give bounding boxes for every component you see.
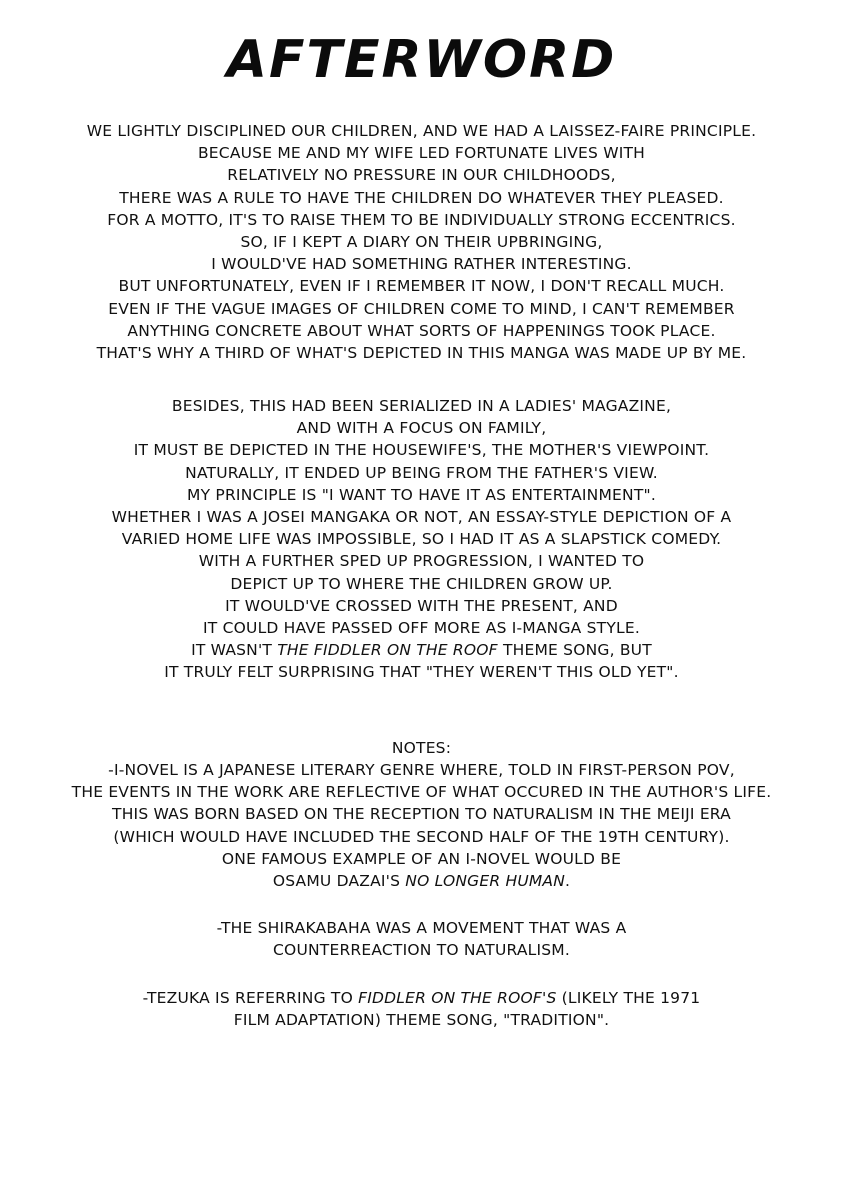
text-fragment: . <box>565 872 571 891</box>
text-line: SO, IF I KEPT A DIARY ON THEIR UPBRINGING, <box>240 233 603 252</box>
text-line: IT TRULY FELT SURPRISING THAT "THEY WEREN'T THIS OLD YET". <box>164 663 679 682</box>
note-2 <box>0 917 843 961</box>
text-line: IT MUST BE DEPICTED IN THE HOUSEWIFE'S, THE MOTHER'S VIEWPOINT. <box>133 441 710 460</box>
paragraph-1 <box>0 120 843 364</box>
text-line: THAT'S WHY A THIRD OF WHAT'S DEPICTED IN THIS MANGA WAS MADE UP BY ME. <box>96 344 747 363</box>
text-line: DEPICT UP TO WHERE THE CHILDREN GROW UP. <box>230 574 613 593</box>
text-line: FILM ADAPTATION) THEME SONG, "TRADITION". <box>233 1011 610 1030</box>
notes-heading-text: NOTES: <box>391 739 452 757</box>
text-fragment: THEME SONG, BUT <box>497 641 652 660</box>
text-line: BESIDES, THIS HAD BEEN SERIALIZED IN A LADIES' MAGAZINE, <box>171 397 672 415</box>
text-fragment: -TEZUKA IS REFERRING TO <box>142 989 359 1007</box>
text-fragment: OSAMU DAZAI'S <box>272 872 406 891</box>
text-fragment: IT WASN'T <box>191 641 278 660</box>
text-line: COUNTERREACTION TO NATURALISM. <box>273 941 570 960</box>
text-line: AND WITH A FOCUS ON FAMILY, <box>296 419 547 438</box>
text-line: IT COULD HAVE PASSED OFF MORE AS I-MANGA STYLE. <box>203 619 640 638</box>
text-line-with-title <box>0 870 843 892</box>
text-line: THERE WAS A RULE TO HAVE THE CHILDREN DO WHATEVER THEY PLEASED. <box>119 188 724 207</box>
text-line: THE EVENTS IN THE WORK ARE REFLECTIVE OF WHAT OCCURED IN THE AUTHOR'S LIFE. <box>71 783 772 802</box>
text-line: WHETHER I WAS A JOSEI MANGAKA OR NOT, AN ESSAY-STYLE DEPICTION OF A <box>111 508 732 527</box>
text-fragment: (LIKELY THE 1971 <box>556 989 701 1007</box>
text-line: -I-NOVEL IS A JAPANESE LITERARY GENRE WHERE, TOLD IN FIRST-PERSON POV, <box>108 761 735 779</box>
text-line: ONE FAMOUS EXAMPLE OF AN I-NOVEL WOULD BE <box>221 849 622 868</box>
text-line: I WOULD'VE HAD SOMETHING RATHER INTERESTING. <box>211 255 632 274</box>
text-line: IT WOULD'VE CROSSED WITH THE PRESENT, AND <box>225 596 618 615</box>
work-title: NO LONGER HUMAN <box>405 872 566 891</box>
text-line: THIS WAS BORN BASED ON THE RECEPTION TO NATURALISM IN THE MEIJI ERA <box>112 805 731 824</box>
text-line: WITH A FURTHER SPED UP PROGRESSION, I WANTED TO <box>198 552 645 571</box>
notes-heading <box>0 737 843 759</box>
work-title: THE FIDDLER ON THE ROOF <box>277 641 498 660</box>
text-line: VARIED HOME LIFE WAS IMPOSSIBLE, SO I HAD IT AS A SLAPSTICK COMEDY. <box>121 530 722 549</box>
text-line: NATURALLY, IT ENDED UP BEING FROM THE FATHER'S VIEW. <box>185 463 658 482</box>
text-line: ANYTHING CONCRETE ABOUT WHAT SORTS OF HAPPENINGS TOOK PLACE. <box>127 321 716 340</box>
text-line: BUT UNFORTUNATELY, EVEN IF I REMEMBER IT NOW, I DON'T RECALL MUCH. <box>118 277 725 296</box>
text-line: FOR A MOTTO, IT'S TO RAISE THEM TO BE INDIVIDUALLY STRONG ECCENTRICS. <box>107 210 736 229</box>
text-line: (WHICH WOULD HAVE INCLUDED THE SECOND HALF OF THE 19TH CENTURY). <box>113 827 730 846</box>
text-line: RELATIVELY NO PRESSURE IN OUR CHILDHOODS, <box>227 166 616 185</box>
text-line-with-title <box>0 639 843 661</box>
note-1 <box>0 759 843 892</box>
text-line: -THE SHIRAKABAHA WAS A MOVEMENT THAT WAS A <box>216 919 627 937</box>
text-line: BECAUSE ME AND MY WIFE LED FORTUNATE LIVES WITH <box>197 144 646 163</box>
paragraph-2 <box>0 395 843 684</box>
text-line: WE LIGHTLY DISCIPLINED OUR CHILDREN, AND WE HAD A LAISSEZ-FAIRE PRINCIPLE. <box>86 122 757 140</box>
text-line: MY PRINCIPLE IS "I WANT TO HAVE IT AS ENTERTAINMENT". <box>187 485 656 504</box>
note-3 <box>0 987 843 1031</box>
page-title: AFTERWORD <box>226 30 617 90</box>
work-title: FIDDLER ON THE ROOF'S <box>358 989 557 1007</box>
text-line-with-title <box>0 987 843 1009</box>
text-line: EVEN IF THE VAGUE IMAGES OF CHILDREN COME TO MIND, I CAN'T REMEMBER <box>108 299 735 318</box>
